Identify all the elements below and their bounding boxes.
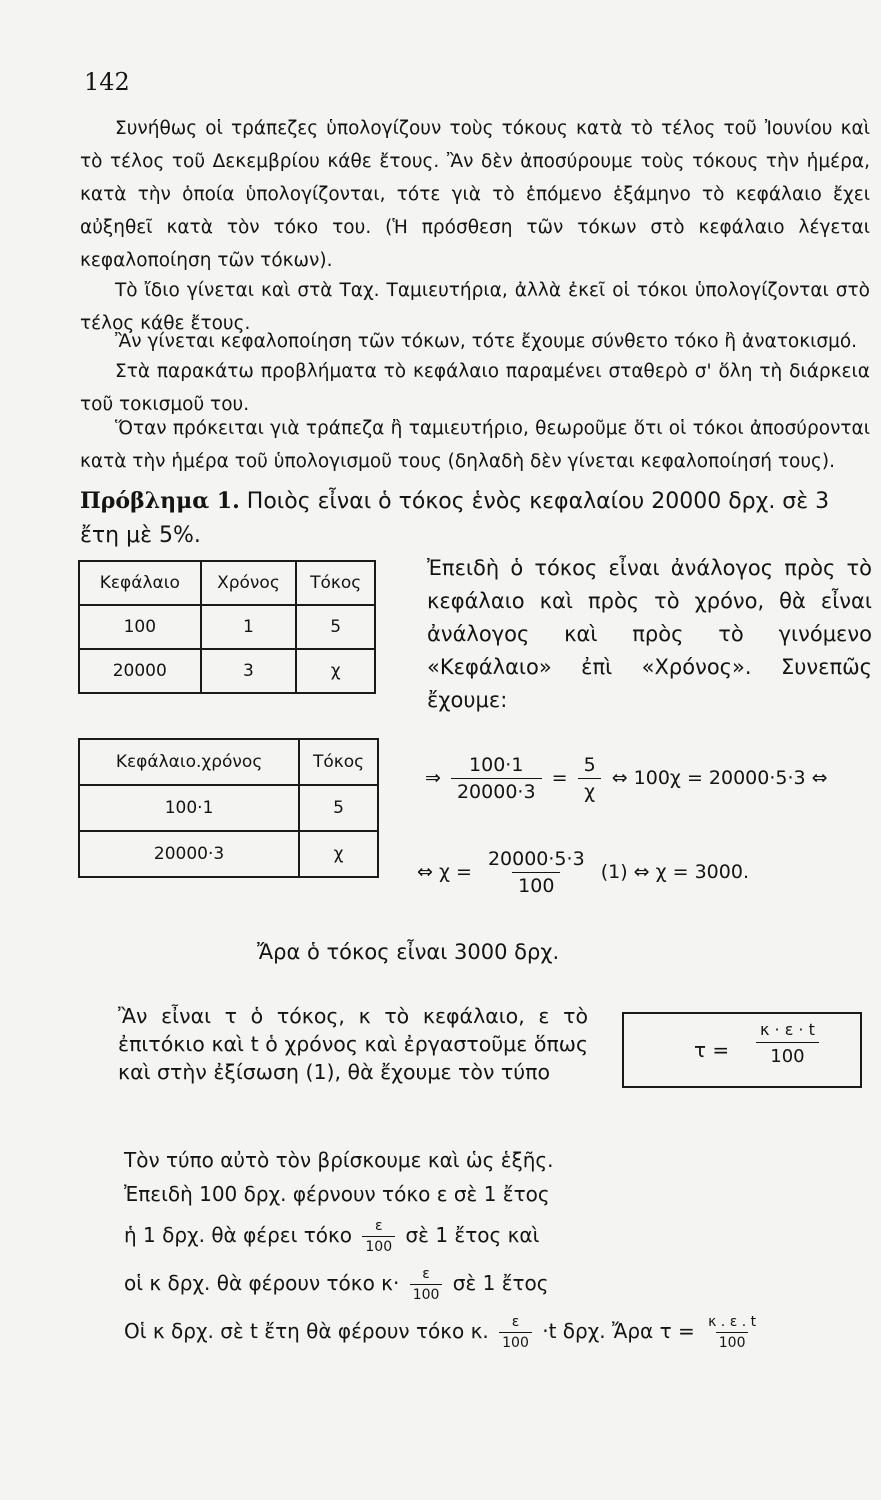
paragraph-constant-capital: Στὰ παρακάτω προβλήματα τὸ κεφάλαιο παραμένει σταθερὸ σ' ὅλη τὴ διάρκεια τοῦ τοκισμοῦ του. <box>80 361 870 415</box>
equation-proportion: ⇒ $\frac{100\cdot 1}{20000\cdot 3}$ = $\frac{5}{\chi}$ ⇔ 100χ = 20000·5·3 ⇔ <box>425 754 828 803</box>
problem-statement <box>80 484 870 553</box>
fraction: $\frac{20000\cdot 5\cdot 3}{100}$ <box>487 848 585 897</box>
fraction: $\frac{\varepsilon}{100}$ <box>362 1218 395 1255</box>
table-header-row <box>79 561 375 605</box>
fraction: $\frac{\kappa . \varepsilon . t}{100}$ <box>708 1314 757 1351</box>
explanation-text: Ἐπειδὴ ὁ τόκος εἶναι ἀνάλογος πρὸς τὸ κεφάλαιο καὶ πρὸς τὸ χρόνο, θὰ εἶναι ἀνάλογος καὶ πρὸς τὸ γινόμενο «Κεφάλαιο» ἐπὶ «Χρόνος». Συνεπῶς ἔχουμε: <box>427 556 872 712</box>
derivation-line: Οἱ κ δρχ. σὲ t ἔτη θὰ φέρουν τόκο κ. $\frac{\varepsilon}{100}$ ·t δρχ. Ἄρα τ = $\frac{\kappa . \varepsilon . t}{100}$ <box>124 1314 763 1351</box>
problem-text: Ποιὸς εἶναι ὁ τόκος ἑνὸς κεφαλαίου 20000 δρχ. σὲ 3 ἔτη μὲ 5%. <box>80 489 830 548</box>
table-header-cell: Χρόνος <box>201 561 297 605</box>
table-header-cell: Κεφάλαιο.χρόνος <box>79 739 299 785</box>
table-row <box>79 831 378 877</box>
fraction: $\frac{5}{\chi}$ <box>578 754 602 803</box>
table-cell: 100 <box>79 605 201 649</box>
table-cell: 20000 <box>79 649 201 693</box>
table-row <box>79 605 375 649</box>
table-cell: χ <box>299 831 378 877</box>
result-line: Ἄρα ὁ τόκος εἶναι 3000 δρχ. <box>257 940 560 964</box>
table-cell: 100·1 <box>79 785 299 831</box>
problem-label: Πρόβλημα 1. <box>80 488 240 514</box>
table-cell: 5 <box>296 605 375 649</box>
derivation-line: οἱ κ δρχ. θὰ φέρουν τόκο κ· $\frac{\varepsilon}{100}$ σὲ 1 ἔτος <box>124 1266 549 1303</box>
table-header-cell: Τόκος <box>296 561 375 605</box>
equation-solution: ⇔ χ = $\frac{20000\cdot 5\cdot 3}{100}$ (1) ⇔ χ = 3000. <box>417 848 749 897</box>
page-number: 142 <box>84 68 130 96</box>
table-header-cell: Κεφάλαιο <box>79 561 201 605</box>
boxed-formula: τ = κ · ε · t 100 <box>622 1012 862 1088</box>
paragraph-withdrawal: Ὅταν πρόκειται γιὰ τράπεζα ἢ ταμιευτήριο, θεωροῦμε ὅτι οἱ τόκοι ἀποσύρονται κατὰ τὴν ἡμέρα τοῦ ὑπολογισμοῦ τους (δηλαδὴ δὲν γίνεται κεφαλοποίησή τους). <box>80 418 870 472</box>
fraction: $\frac{100\cdot 1}{20000\cdot 3}$ <box>451 754 542 803</box>
paragraph-compound-interest: Ἂν γίνεται κεφαλοποίηση τῶν τόκων, τότε ἔχουμε σύνθετο τόκο ἢ ἀνατοκισμό. <box>115 331 858 352</box>
formula-intro: Ἂν εἶναι τ ὁ τόκος, κ τὸ κεφάλαιο, ε τὸ ἐπιτόκιο καὶ t ὁ χρόνος καὶ ἐργαστοῦμε ὅπως καὶ στὴν ἐξίσωση (1), θὰ ἔχουμε τὸν τύπο <box>118 1004 588 1084</box>
fraction: $\frac{\varepsilon}{100}$ <box>499 1314 532 1351</box>
table-cell: 5 <box>299 785 378 831</box>
derivation-line: Ἐπειδὴ 100 δρχ. φέρνουν τόκο ε σὲ 1 ἔτος <box>124 1182 550 1206</box>
table-cell: χ <box>296 649 375 693</box>
paragraph-interest-calculation: Συνήθως οἱ τράπεζες ὑπολογίζουν τοὺς τόκους κατὰ τὸ τέλος τοῦ Ἰουνίου καὶ τὸ τέλος τοῦ Δεκεμβρίου κάθε ἔτους. Ἂν δὲν ἀποσύρουμε τοὺς τόκους τὴν ἡμέρα, κατὰ τὴν ὁποία ὑπολογίζονται, τότε γιὰ τὸ ἑπόμενο ἑξάμηνο τὸ κεφάλαιο ἔχει αὐξηθεῖ κατὰ τὸν τόκο του. (Ἡ πρόσθεση τῶν τόκων στὸ κεφάλαιο λέγεται κεφαλοποίηση τῶν τόκων). <box>80 118 870 271</box>
table-header-row <box>79 739 378 785</box>
derivation-line: ἡ 1 δρχ. θὰ φέρει τόκο $\frac{\varepsilon}{100}$ σὲ 1 ἔτος καὶ <box>124 1218 540 1255</box>
table-row <box>79 649 375 693</box>
proportion-table <box>78 560 376 694</box>
table-header-cell: Τόκος <box>299 739 378 785</box>
fraction: $\frac{\varepsilon}{100}$ <box>410 1266 443 1303</box>
table-row <box>79 785 378 831</box>
paragraph-savings-banks: Τὸ ἴδιο γίνεται καὶ στὰ Ταχ. Ταμιευτήρια, ἀλλὰ ἐκεῖ οἱ τόκοι ὑπολογίζονται στὸ τέλος κάθε ἔτους. <box>80 280 870 334</box>
table-cell: 1 <box>201 605 297 649</box>
derivation-intro: Τὸν τύπο αὐτὸ τὸν βρίσκουμε καὶ ὡς ἑξῆς. <box>124 1148 554 1172</box>
table-cell: 3 <box>201 649 297 693</box>
table-cell: 20000·3 <box>79 831 299 877</box>
product-table <box>78 738 379 878</box>
